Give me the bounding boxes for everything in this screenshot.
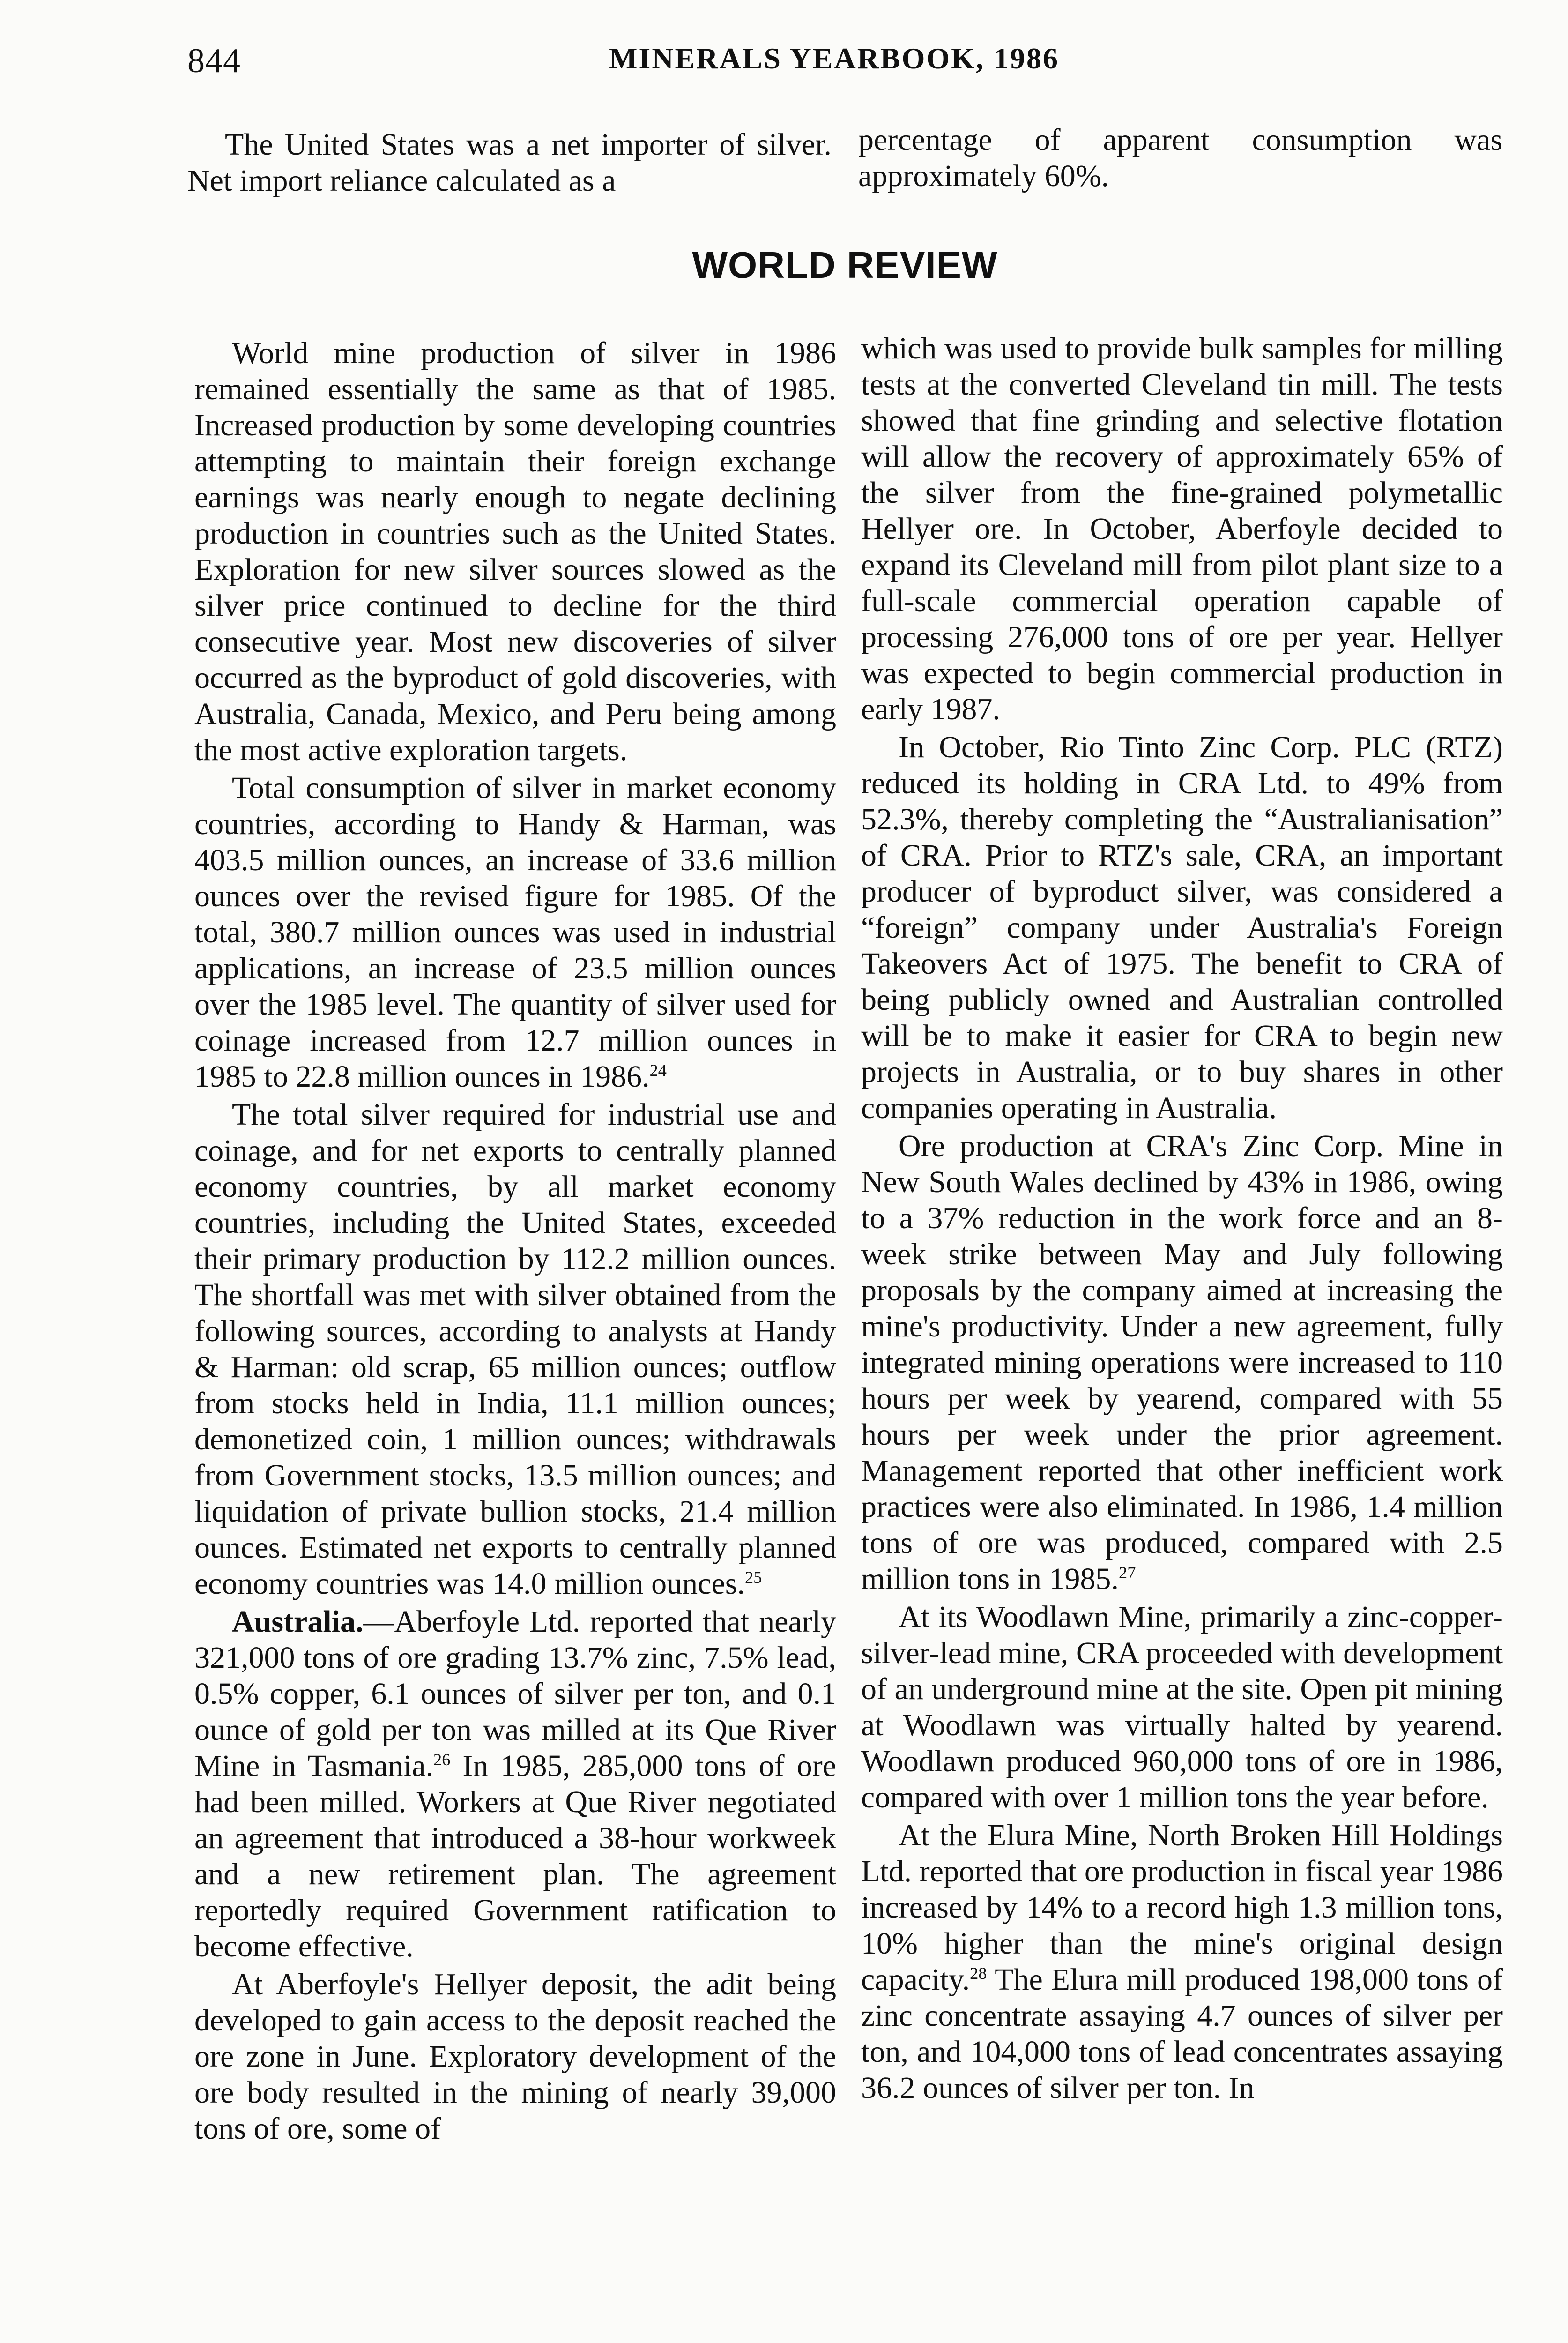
paragraph-australia	[194, 1604, 836, 1964]
running-title: MINERALS YEARBOOK, 1986	[609, 42, 1059, 75]
footnote-ref: 28	[970, 1964, 987, 1983]
paragraph-text: —Aberfoyle Ltd. reported that nearly 321,000 tons of ore grading 13.7% zinc, 7.5% lead, 0.5% copper, 6.1 ounces of silver per ton, and 0.1 ounce of gold per ton was milled at its Que River Mine in Tasmania.	[194, 1604, 836, 1783]
paragraph-bulk-samples: which was used to provide bulk samples for milling tests at the converted Cleveland tin mill. The tests showed that fine grinding and selective flotation will allow the recovery of approximately 65% of the silver from the fine-grained polymetallic Hellyer ore. In October, Aberfoyle decided to expand its Cleveland mill from pilot plant size to a full-scale commercial operation capable of processing 276,000 tons of ore per year. Hellyer was expected to begin commercial production in early 1987.	[861, 331, 1503, 726]
paragraph-text: Ore production at CRA's Zinc Corp. Mine in New South Wales declined by 43% in 1986, owing to a 37% reduction in the work force and an 8-week strike between May and July following proposals by the company aimed at increasing the mine's productivity. Under a new agreement, fully integrated mining operations were increased to 110 hours per week by yearend, compared with 55 hours per week under the prior agreement. Management reported that other inefficient work practices were also eliminated. In 1986, 1.4 million tons of ore was produced, compared with 2.5 million tons in 1985.	[861, 1129, 1503, 1596]
paragraph-text: Total consumption of silver in market economy countries, according to Handy & Harman, was 403.5 million ounces, an increase of 33.6 million ounces over the revised figure for 1985. Of the total, 380.7 million ounces was used in industrial applications, an increase of 23.5 million ounces over the 1985 level. The quantity of silver used for coinage increased from 12.7 million ounces in 1985 to 22.8 million ounces in 1986.	[194, 771, 836, 1094]
paragraph-total-consumption	[194, 770, 836, 1095]
footnote-ref: 24	[649, 1061, 667, 1080]
paragraph-world-mine-production: World mine production of silver in 1986 remained essentially the same as that of 1985. Increased production by some developing countries attempting to maintain their foreign exchange earnings was nearly enough to negate declining production in countries such as the United States. Exploration for new silver sources slowed as the silver price continued to decline for the third consecutive year. Most new discoveries of silver occurred as the byproduct of gold discoveries, with Australia, Canada, Mexico, and Peru being among the most active exploration targets.	[194, 336, 836, 767]
paragraph-total-silver-required	[194, 1097, 836, 1602]
paragraph-text: The total silver required for industrial use and coinage, and for net exports to centrally planned economy countries, by all market economy countries, including the United States, exceeded their primary production by 112.2 million ounces. The shortfall was met with silver obtained from the following sources, according to analysts at Handy & Harman: old scrap, 65 million ounces; outflow from stocks held in India, 11.1 million ounces; demonetized coin, 1 million ounces; withdrawals from Government stocks, 13.5 million ounces; and liquidation of private bullion stocks, 21.4 million ounces. Estimated net exports to centrally planned economy countries was 14.0 million ounces.	[194, 1097, 836, 1601]
footnote-ref: 27	[1119, 1563, 1136, 1582]
left-column	[194, 335, 836, 2149]
paragraph-text: In 1985, 285,000 tons of ore had been milled. Workers at Que River negotiated an agreement that introduced a 38-hour workweek and a new retirement plan. The agreement reportedly required Government ratification to become effective.	[194, 1749, 836, 1963]
page-number: 844	[187, 42, 241, 80]
section-title: WORLD REVIEW	[692, 244, 998, 286]
paragraph-woodlawn-mine: At its Woodlawn Mine, primarily a zinc-copper-silver-lead mine, CRA proceeded with development of an underground mine at the site. Open pit mining at Woodlawn was virtually halted by yearend. Woodlawn produced 960,000 tons of ore in 1986, compared with over 1 million tons the year before.	[861, 1600, 1503, 1814]
intro-paragraph-left: The United States was a net importer of silver. Net import reliance calculated as a	[187, 127, 832, 198]
runin-heading-australia: Australia.	[232, 1604, 364, 1639]
paragraph-elura-mine	[861, 1817, 1503, 2106]
right-column	[861, 330, 1503, 2108]
footnote-ref: 26	[433, 1750, 451, 1769]
paragraph-rio-tinto: In October, Rio Tinto Zinc Corp. PLC (RTZ) reduced its holding in CRA Ltd. to 49% from 52.3%, thereby completing the “Australianisation” of CRA. Prior to RTZ's sale, CRA, an important producer of byproduct silver, was considered a “foreign” company under Australia's Foreign Takeovers Act of 1975. The benefit to CRA of being publicly owned and Australian controlled will be to make it easier for CRA to begin new projects in Australia, or to buy shares in other companies operating in Australia.	[861, 730, 1503, 1125]
paragraph-hellyer-deposit: At Aberfoyle's Hellyer deposit, the adit being developed to gain access to the deposit reached the ore zone in June. Exploratory development of the ore body resulted in the mining of nearly 39,000 tons of ore, some of	[194, 1967, 836, 2146]
footnote-ref: 25	[744, 1568, 762, 1587]
paragraph-text: The Elura mill produced 198,000 tons of zinc concentrate assaying 4.7 ounces of silver per ton, and 104,000 tons of lead concentrates assaying 36.2 ounces of silver per ton. In	[861, 1962, 1503, 2105]
page-header	[187, 41, 1546, 93]
paragraph-text: At the Elura Mine, North Broken Hill Holdings Ltd. reported that ore production in fiscal year 1986 increased by 14% to a record high 1.3 million tons, 10% higher than the mine's original design capacity.	[861, 1818, 1503, 1997]
paragraph-zinc-corp-mine	[861, 1128, 1503, 1597]
intro-right-column	[858, 122, 1502, 196]
intro-paragraph-right: percentage of apparent consumption was approximately 60%.	[858, 123, 1502, 193]
intro-left-column	[187, 127, 832, 201]
